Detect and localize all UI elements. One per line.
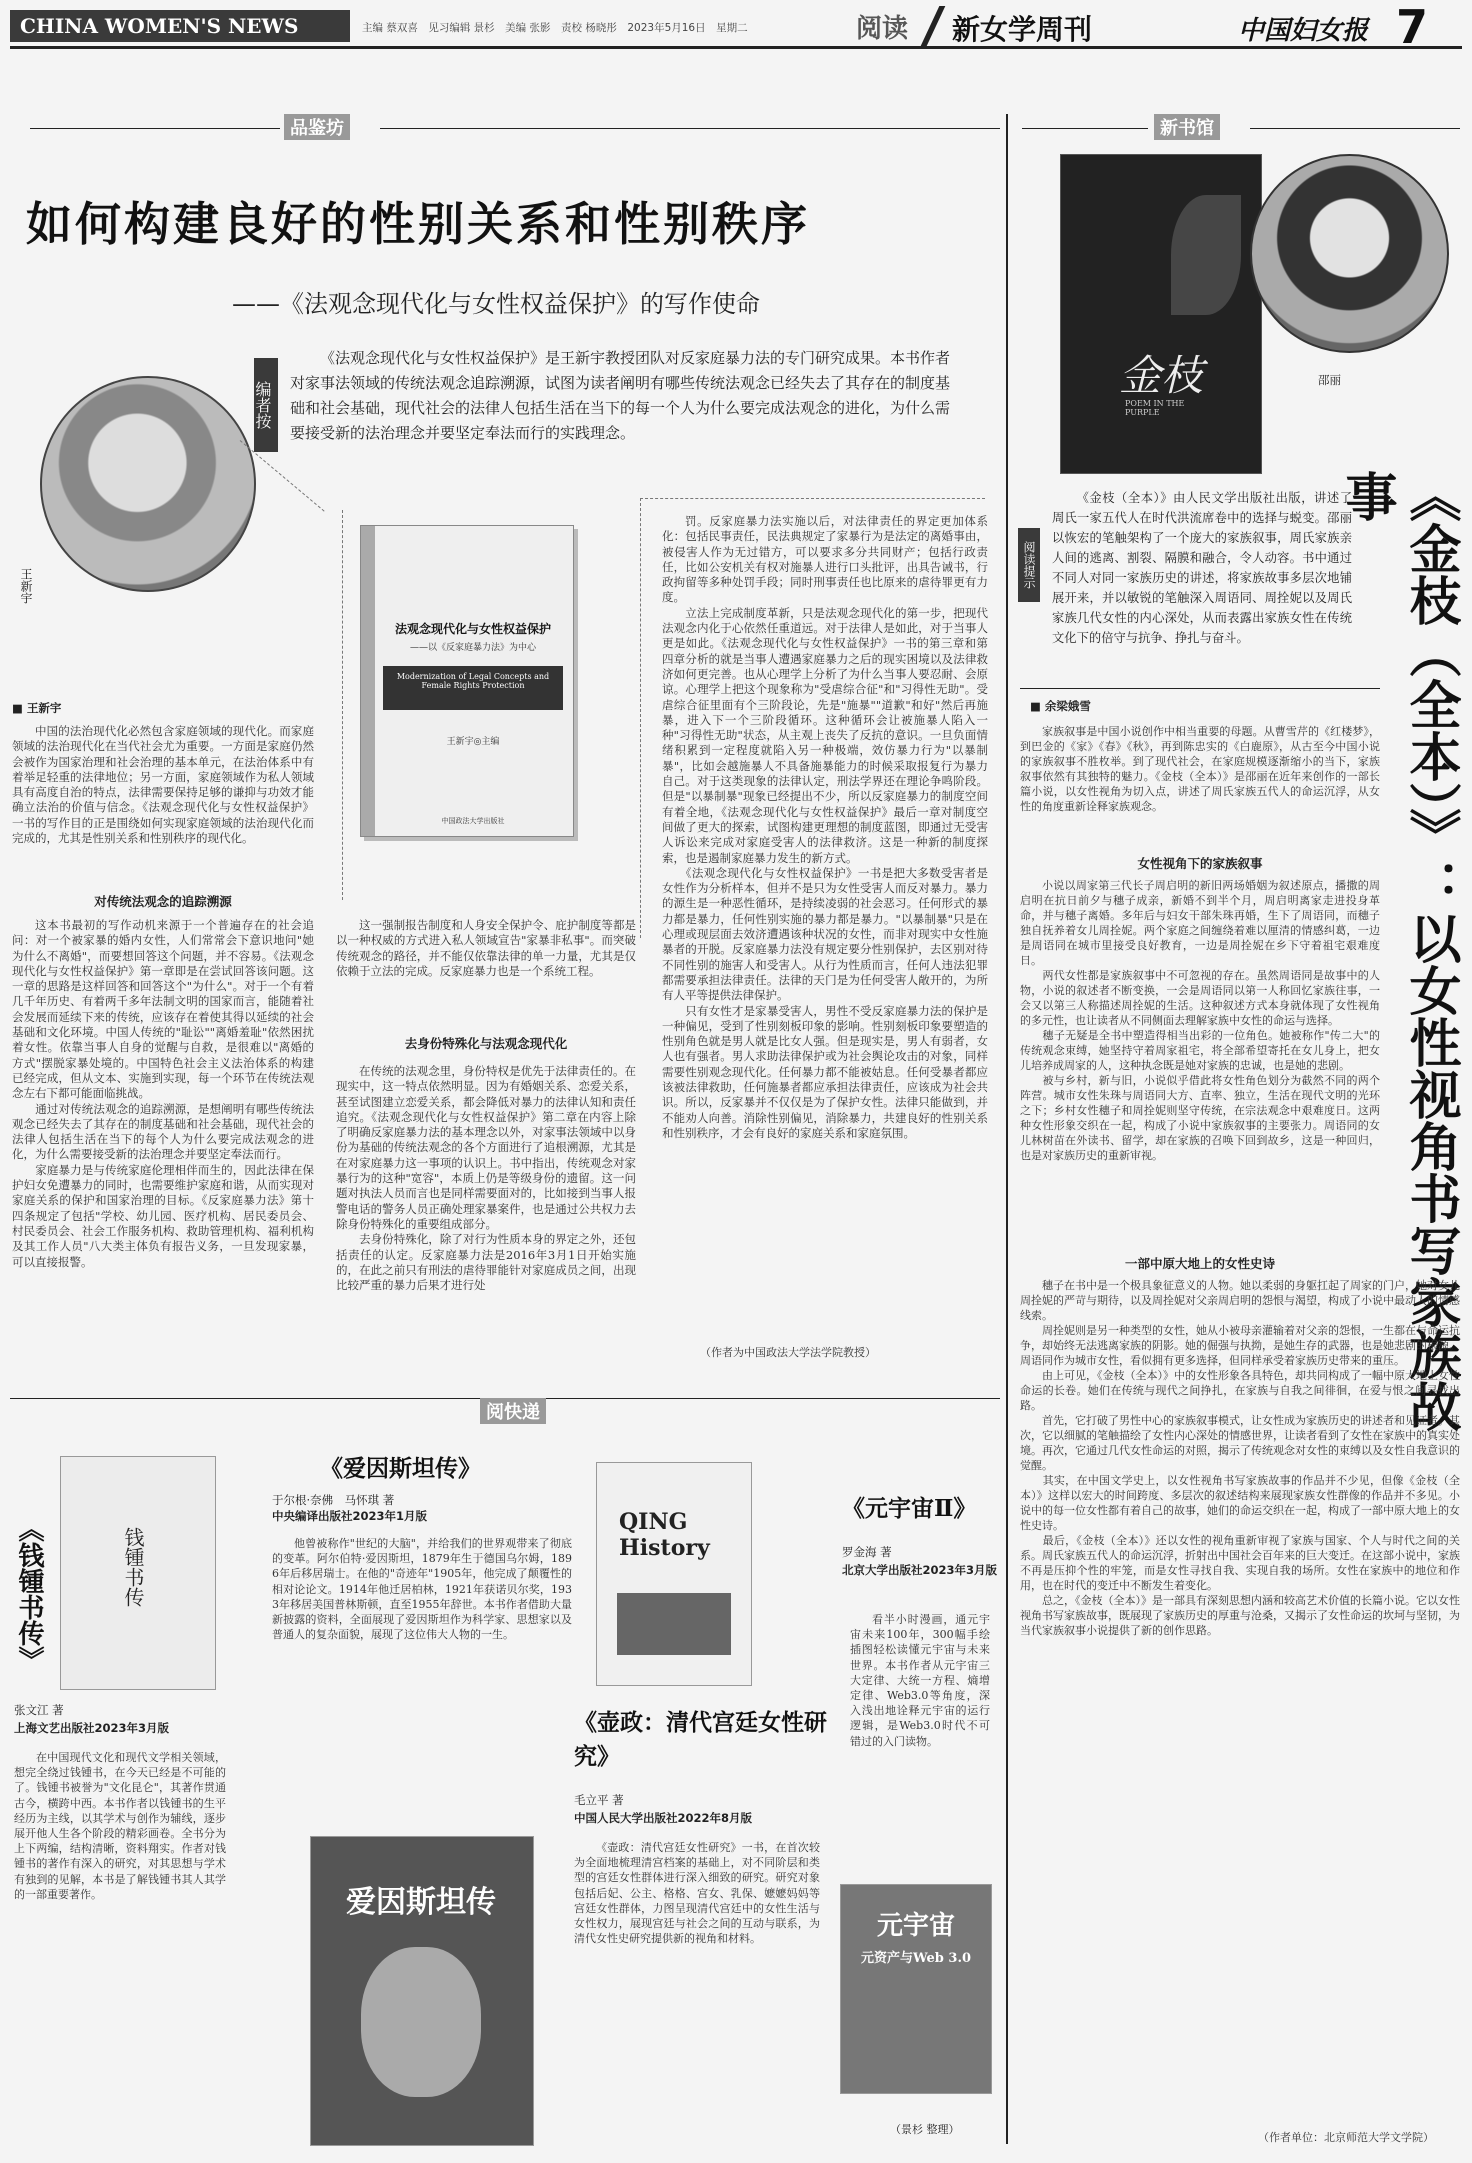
qr-book2-author: 于尔根·奈佛 马怀琪 著: [272, 1493, 395, 1507]
masthead-logo: 中国妇女报: [1238, 16, 1369, 46]
page-number: 7: [1396, 0, 1429, 54]
section-label: 阅读: [856, 14, 909, 44]
cover-spine: [361, 526, 375, 836]
reading-tip-tag: 阅读提示: [1018, 528, 1040, 602]
column-tag-rule: [380, 128, 1000, 129]
newbook-body3: 穗子在书中是一个极具象征意义的人物。她以柔弱的身躯扛起了周家的门户，她对女儿周拴妮的严苛与期待，以及周拴妮对父亲周启明的怨恨与渴望，构成了小说中最动人的情感线索。 周拴妮则是另一种类型的女性，她从小被母亲灌输着对父亲的怨恨，一生都在与命运抗争，却始终无法逃离家族的阴影。她的倔强与执拗，是她生存的武器，也是她悲剧的根源。周语同作为城市女性，看似拥有更多选择，但同样承受着家族历史带来的重压。 由上可见，《金枝（全本）》中的女性形象各具特色，却共同构成了一幅中原大地上女性命运的长卷。她们在传统与现代之间挣扎，在家族与自我之间徘徊，在爱与恨之间寻找出路。 首先，它打破了男性中心的家族叙事模式，让女性成为家族历史的讲述者和见证者。其次，它以细腻的笔触描绘了女性内心深处的情感世界，让读者看到了女性在家族中的真实处境。再次，它通过几代女性命运的对照，揭示了传统观念对女性的束缚以及女性自我意识的觉醒。 其实，在中国文学史上，以女性视角书写家族故事的作品并不少见，但像《金枝（全本）》这样以宏大的时间跨度、多层次的叙述结构来展现家族女性群像的作品并不多见。小说中的每一位女性都有着自己的故事，她们的命运交织在一起，构成了一部中原大地上的女性史诗。 最后，《金枝（全本）》还以女性的视角重新审视了家族与国家、个人与时代之间的关系。周氏家族五代人的命运沉浮，折射出中国社会百年来的巨大变迁。在这部小说中，家族不再是压抑个性的牢笼，而是女性寻找自我、实现自我的场所。女性在家族中的地位和作用，也在时代的变迁中不断发生着变化。 总之，《金枝（全本）》是一部具有深刻思想内涵和较高艺术价值的长篇小说。它以女性视角书写家族故事，既展现了家族历史的厚重与沧桑，又揭示了女性命运的坎坷与坚韧，为当代家族叙事小说提供了新的创作思路。: [1020, 1279, 1460, 1637]
cover-title: 法观念现代化与女性权益保护: [394, 622, 551, 636]
qr-book4-cover: [840, 1884, 992, 2094]
cover-title: 爱因斯坦传: [346, 1885, 496, 1920]
byline: ■ 王新宇: [12, 701, 62, 715]
editor-note: 《法观念现代化与女性权益保护》是王新宇教授团队对反家庭暴力法的专门研究成果。本书作者对家事法领域的传统法观念追踪溯源，试图为读者阐明有哪些传统法观念已经失去了其存在的制度基础和社会基础，现代社会的法律人包括生活在当下的每一个人为什么要完成法观念的进化，为什么需要接受新的法治理念并要坚定奉法而行的实践理念。: [290, 349, 951, 442]
newbook-column-tag: 新书馆: [1154, 114, 1220, 140]
dashed-divider: [640, 498, 985, 499]
column-tag-rule: [30, 128, 280, 129]
cover-title: 元宇宙: [876, 1911, 955, 1941]
quickread-column-tag: 阅快递: [480, 1398, 546, 1424]
section-divider: [921, 6, 946, 46]
feature-title: 如何构建良好的性别关系和性别秩序: [26, 197, 810, 251]
author-caption: 王新宇: [19, 568, 33, 604]
column-tag-rule: [1250, 128, 1460, 129]
col1-intro: 中国的法治现代化必然包含家庭领域的现代化。而家庭领域的法治现代化在当代社会尤为重要。一方面是家庭仍然会被作为国家治理和社会治理的基本单元，在法治体系中有着举足轻重的法律地位；另一方面，家庭领域作为私人领域具有高度自治的特点，法律需要保持足够的谦抑与功效才能确立法治的价值与信念。《法观念现代化与女性权益保护》一书的写作目的正是围绕如何实现家庭领域的法治现代化而完成的，尤其是性别关系和性别秩序的现代化。: [12, 724, 314, 846]
column-divider: [1006, 114, 1008, 2144]
editor-note-label: 编者按: [254, 358, 278, 452]
col1-heading: 对传统法观念的追踪溯源: [94, 894, 232, 909]
qr-book2-cover: [310, 1836, 534, 2146]
qr-book2-publisher: 中央编译出版社2023年1月版: [272, 1509, 428, 1523]
author-caption-shaoli: 邵丽: [1318, 373, 1341, 387]
column-tag-rule: [1022, 128, 1148, 129]
cover-portrait: [361, 1947, 481, 2097]
qr-book3-title: 《壶政：清代宫廷女性研究》: [574, 1709, 827, 1770]
page-header: [10, 0, 1462, 54]
qr-book1-cover: [60, 1456, 216, 1690]
newbook-intro: 《金枝（全本）》由人民文学出版社出版，讲述了周氏一家五代人在时代洪流席卷中的选择与蜕变。邵丽以恢宏的笔触架构了一个庞大的家族叙事，周氏家族亲人间的逃离、割裂、隔膜和融合，令人动容。书中通过不同人对同一家族历史的讲述，将家族故事多层次地铺展开来，并以敏锐的笔触深入周语同、周拴妮以及周氏家族几代女性的内心深处，从而表露出家族女性在传统文化下的倍守与抗争、挣扎与奋斗。: [1052, 491, 1352, 645]
qr-book2-title: 《爱因斯坦传》: [320, 1455, 481, 1482]
col2-top: 这一强制报告制度和人身安全保护令、庇护制度等都是以一种权威的方式进入私人领域宣告"家暴非私事"。而突破传统观念的路径，并不能仅依靠法律的单一力量，尤其是仅依赖于立法的完成。反家庭暴力也是一个系统工程。: [336, 918, 636, 978]
supplement-name: 新女学周刊: [952, 13, 1093, 46]
paper-name: CHINA WOMEN'S NEWS: [10, 10, 350, 42]
book-cover: [360, 525, 574, 837]
qr-book4-publisher: 北京大学出版社2023年3月版: [842, 1563, 998, 1577]
dashed-divider: [342, 510, 343, 900]
feature-subtitle: ——《法观念现代化与女性权益保护》的写作使命: [232, 290, 760, 318]
cover-publisher: 中国政法大学出版社: [441, 817, 505, 825]
qr-book2-desc: 他曾被称作"世纪的大脑"，并给我们的世界观带来了彻底的变革。阿尔伯特·爱因斯坦，1879年生于德国乌尔姆，1896年后移居瑞士。在他的"奇迹年"1905年，他完成了颠覆性的相对论论文。1914年他迁居柏林，1921年获诺贝尔奖，1933年移居美国普林斯顿，直至1955年辞世。本书作者借助大量新披露的资料，全面展现了爱因斯坦作为科学家、思想家以及普通人的复杂面貌，展现了这位伟大人物的一生。: [272, 1537, 572, 1642]
newbook-body1: 家族叙事是中国小说创作中相当重要的母题。从曹雪芹的《红楼梦》，到巴金的《家》《春》《秋》，再到陈忠实的《白鹿原》，从古至今中国小说的家族叙事不胜枚举。到了现代社会，在家庭规模逐渐缩小的当下，家族叙事依然有其独特的魅力。《金枝（全本）》是邵丽在近年来创作的一部长篇小说，以女性视角为切入点，讲述了周氏家族五代人的命运沉浮，从女性的角度重新诠释家族观念。: [1020, 725, 1380, 813]
cover-title: QING History: [619, 1509, 710, 1561]
credits-line: 主编 蔡双喜 见习编辑 景杉 美编 张影 责校 杨晓彤 2023年5月16日 星期二: [362, 22, 748, 34]
cover-image: [617, 1593, 731, 1655]
cover-english: Modernization of Legal Concepts and Female Rights Protection: [396, 672, 550, 690]
cover-subtitle: 元资产与Web 3.0: [860, 1951, 972, 1966]
col3-body: 罚。反家庭暴力法实施以后，对法律责任的界定更加体系化：包括民事责任，民法典规定了家暴行为是法定的离婚事由，被侵害人作为无过错方，可以要求多分共同财产；包括行政责任，比如公安机关有权对施暴人进行口头批评，出具告诫书，行政拘留等多种处罚手段；同时刑事责任也比原来的虐待罪更有力度。 立法上完成制度革新，只是法观念现代化的第一步，把现代法观念内化于心依然任重道远。对于法律人是如此，对于当事人更是如此。《法观念现代化与女性权益保护》一书的第三章和第四章分析的就是当事人遭遇家庭暴力之后的现实困境以及法律救济如何更完善。也从心理学上分析了为什么当事人要忍耐、会原谅。心理学上把这个现象称为"受虐综合征"和"习得性无助"。受虐综合征里面有个三阶段论，先是"施暴""道歉"和好"然后再施暴，进入下一个三阶段循环。这种循环会让被施暴人陷入一种"习得性无助"状态，从主观上丧失了反抗的意识。一旦负面情绪积累到一定程度就陷入另一种极端，效仿暴力行为"以暴制暴"，比如会越施暴人不具备施暴能力的时候采取报复行为暴力自己。对于这类现象的法律认定，刑法学界还在理论争鸣阶段。但是"以暴制暴"现象已经提出不少，所以反家庭暴力的制度空间有着全地，《法观念现代化与女性权益保护》最后一章对制度空间做了更大的探索，试图构建更理想的制度蓝图，即通过无受害人诉讼来完成对家庭受害人的法律救济。这是一种新的制度探索，也是遏制家庭暴力发生的新方式。 《法观念现代化与女性权益保护》一书是把大多数受害者是女性作为分析样本，但并不是只为女性受害人而反对暴力。暴力的源生是一种恶性循环，是持续凌弱的社会恶习。任何形式的暴力都是暴力，任何性别实施的暴力都是暴力。"以暴制暴"只是在心理或现层面去效济遭遇该种状况的女性，而非对现实中女性施暴者的开脱。反家庭暴力法没有规定要分性别保护，去区别对待不同性别的施害人和受害人。从行为性质而言，任何人违法犯罪都需要承担法律责任。法律的天门是为任何受害人敞开的，为所有人平等提供法律保护。 只有女性才是家暴受害人，男性不受反家庭暴力法的保护是一种偏见，受到了性别刻板印象的影响。性别刻板印象要塑造的性别角色就是男人就是比女人强。但是现实是，男人有弱者，女人也有强者。男人求助法律保护或为社会舆论攻击的对象，同样需要性别观念现代化。任何暴力都不能被姑息。任何受暴者都应该被法律救助，任何施暴者都应承担法律责任，应该成为社会共识。所以，反家暴并不仅仅是为了保护女性。法律只能做到，并不能劝人向善。消除性别偏见，消除暴力，共建良好的性别关系和性别秩序，才会有良好的家庭关系和家庭氛围。: [662, 514, 988, 1140]
section-rule: [1020, 688, 1380, 689]
col1-body: 这本书最初的写作动机来源于一个普遍存在的社会追问：对一个被家暴的婚内女性，人们常常会下意识地问"她为什么不离婚"，而要想回答这个问题，并不容易。《法观念现代化与女性权益保护》第一章即是在尝试回答该问题。这一章的思路是这样回答和回答这个"为什么"。对于一个有着几千年历史、有着两千多年法制文明的国家而言，能随着社会发展而延续下来的传统，应该存在着使其得以延续的社会基础和文化环境。中国人传统的"耻讼""离婚羞耻"依然困扰着女性。依靠当事人自身的觉醒与自救，是很难以"离婚的方式"摆脱家暴处境的。中国特色社会主义法治体系的构建已经完成，但从文本、实施到实现，每一个环节在传统法观念左右下都可能面临挑战。 通过对传统法观念的追踪溯源，是想阐明有哪些传统法观念已经失去了其存在的制度基础和社会基础，现代社会的法律人包括生活在当下的每个人为什么要完成法观念的进化，为什么需要接受新的法治理念并要坚定奉法而行。 家庭暴力是与传统家庭伦理相伴而生的，因此法律在保护妇女免遭暴力的同时，也需要维护家庭和谐，从而实现对家庭关系的保护和国家治理的目标。《反家庭暴力法》第十四条规定了包括"学校、幼儿园、医疗机构、居民委员会、村民委员会、社会工作服务机构、救助管理机构、福利机构及其工作人员"八大类主体负有报告义务，一旦发现家暴，可以直接报警。: [12, 918, 314, 1269]
qr-book1-desc: 在中国现代文化和现代文学相关领域，想完全绕过钱锺书，在今天已经是不可能的了。钱锺书被誉为"文化昆仑"，其著作贯通古今，横跨中西。本书作者以钱锺书的生平经历为主线，以其学术与创作为辅线，逐步展开他人生各个阶段的精彩画卷。全书分为上下两编，结构清晰，资料翔实。作者对钱锺书的著作有深入的研究，对其思想与学术有独到的见解，本书是了解钱锺书其人其学的一部重要著作。: [14, 1751, 226, 1901]
qr-book1-author: 张文江 著: [14, 1703, 64, 1717]
newbook-body2: 小说以周家第三代长子周启明的新旧两场婚姻为叙述原点，播撒的周启明在抗日前夕与穗子成亲，新婚不到半个月，周启明离家走进投身革命，并与穗子离婚。多年后与妇女干部朱珠再婚，生下了周语同，而穗子独自抚养着女儿周拴妮。两个家庭之间缠绕着难以厘清的情感纠葛，一边是周语同在城市里接受良好教育，一边是周拴妮在乡下守着祖宅艰难度日。 两代女性都是家族叙事中不可忽视的存在。虽然周语同是故事中的人物，小说的叙述者不断变换，一会是周语同以第一人称回忆家族往事，一会又以第三人称描述周拴妮的生活。这种叙述方式本身就体现了女性视角的多元性，也让读者从不同侧面去理解家族中女性的命运与选择。 穗子无疑是全书中塑造得相当出彩的一位角色。她被称作"传二大"的传统观念束缚，她坚持守着周家祖宅，将全部希望寄托在女儿身上，把女儿培养成周家的人，这种执念既是她对家族的忠诚，也是她的悲剧。 被与乡村，新与旧，小说似乎借此将女性角色划分为截然不同的两个阵营。城市女性朱珠与周语同大方、直率、独立，生活在现代文明的光环之下；乡村女性穗子和周拴妮则坚守传统，在宗法观念中艰难度日。这两种女性形象交织在一起，构成了小说中家族叙事的主要张力。周语同的女儿林树苗在外读书、留学，却在家族的召唤下回到故乡，这是一种回归，也是对家族历史的重新审视。: [1020, 879, 1380, 1162]
qr-book1-publisher: 上海文艺出版社2023年3月版: [14, 1721, 170, 1735]
qr-book3-author: 毛立平 著: [574, 1793, 624, 1807]
author-photo-shaoli: [1250, 154, 1449, 353]
qr-book3-cover: [596, 1462, 752, 1686]
quickread-editor: （景杉 整理）: [890, 2123, 960, 2136]
cover-title: 金枝: [1118, 351, 1203, 400]
feature-column-tag: 品鉴坊: [284, 114, 350, 140]
qr-book3-desc: 《壶政：清代宫廷女性研究》一书，在首次较为全面地梳理清宫档案的基础上，对不同阶层和类型的宫廷女性群体进行深入细致的研究。研究对象包括后妃、公主、格格、宫女、乳保、嬷嬷妈妈等宫廷女性群体，力图呈现清代宫廷中的女性生活与女性权力，展现宫廷与社会之间的互动与联系，为清代女性史研究提供新的视角和材料。: [574, 1841, 820, 1946]
col2-body: 在传统的法观念里，身份特权是优先于法律责任的。在现实中，这一特点依然明显。因为有婚姻关系、恋爱关系，甚至试图建立恋爱关系，都会降低对暴力的法律认知和责任追究。《法观念现代化与女性权益保护》第二章在内容上除了明确反家庭暴力法的基本理念以外，对家事法领域中以身份为基础的传统法观念的各个方面进行了追根溯源，尤其是在对家庭暴力这一事项的认识上。书中指出，传统观念对家暴行为的这种"宽容"，本质上仍是等级身份的遗留。这一问题对执法人员而言也是同样需要面对的，比如接到当事人报警电话的警务人员正确处理家暴案件，也是通过公共权力去除身份特殊化的重要组成部分。 去身份特殊化，除了对行为性质本身的界定之外，还包括责任的认定。反家庭暴力法是2016年3月1日开始实施的，在此之前只有刑法的虐待罪能针对家庭成员之间，出现比较严重的暴力后果才进行处: [336, 1064, 636, 1293]
newbook-byline: ■ 余梁娥雪: [1030, 699, 1091, 713]
cover-leaves: [1171, 195, 1241, 315]
cover-english: POEM IN THE PURPLE: [1125, 399, 1185, 417]
dashed-divider: [640, 498, 641, 938]
cover-editor: 王新宇◎主编: [446, 737, 500, 747]
qr-book3-publisher: 中国人民大学出版社2022年8月版: [574, 1811, 753, 1825]
newbook-heading2: 一部中原大地上的女性史诗: [1124, 1256, 1275, 1271]
book-cover-jinzhi: [1060, 154, 1262, 474]
col2-heading: 去身份特殊化与法观念现代化: [404, 1036, 568, 1051]
cover-title: 钱锺书传: [121, 1527, 145, 1607]
qr-book4-author: 罗金海 著: [842, 1545, 892, 1559]
newbook-big-title: 《金枝（全本）》：以女性视角书写家族故事: [1336, 470, 1461, 1432]
qr-book4-title: 《元宇宙Ⅱ》: [842, 1495, 977, 1522]
qr-book4-desc: 看半小时漫画，通元宇宙未来100年，300幅手绘插图轻松读懂元宇宙与未来世界。本书作者从元宇宙三大定律、大统一方程、熵增定律、Web3.0等角度，深入浅出地诠释元宇宙的运行逻辑，是Web3.0时代不可错过的入门读物。: [850, 1613, 990, 1748]
feature-sign-off: （作者为中国政法大学法学院教授）: [700, 1346, 876, 1359]
qr-book1-title: 《钱锺书传》: [14, 1516, 44, 1672]
newbook-sign-off: （作者单位：北京师范大学文学院）: [1258, 2131, 1434, 2144]
author-photo: [40, 376, 256, 592]
cover-subtitle: ——以《反家庭暴力法》为中心: [409, 643, 536, 653]
newbook-heading1: 女性视角下的家族叙事: [1137, 856, 1263, 871]
